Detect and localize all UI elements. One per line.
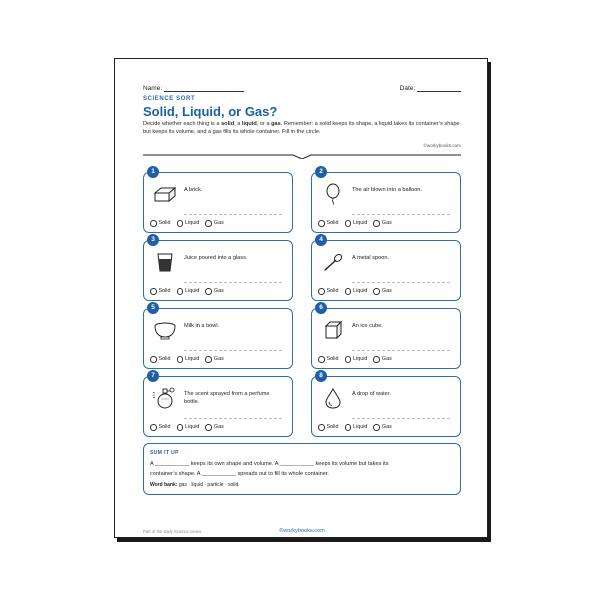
question-number: 3	[147, 234, 159, 246]
option-gas[interactable]	[205, 288, 223, 295]
option-label: Liquid	[185, 220, 200, 227]
option-label: Gas	[381, 220, 392, 227]
word-bank	[150, 482, 238, 488]
radio-circle[interactable]	[150, 424, 157, 431]
radio-circle[interactable]	[205, 288, 212, 295]
radio-circle[interactable]	[177, 424, 184, 431]
radio-circle[interactable]	[345, 220, 352, 227]
radio-circle[interactable]	[205, 220, 212, 227]
question-text: The scent sprayed from a perfume bottle.	[184, 391, 270, 405]
option-gas[interactable]	[205, 220, 223, 227]
option-label: Liquid	[185, 356, 200, 363]
glass-icon	[152, 251, 178, 273]
section-divider	[143, 151, 461, 159]
date-field[interactable]	[400, 85, 461, 92]
question-card-4	[311, 236, 461, 301]
question-number: 1	[147, 166, 159, 178]
radio-circle[interactable]	[177, 288, 184, 295]
option-label: Solid	[158, 220, 171, 227]
answer-line	[352, 282, 450, 283]
radio-circle[interactable]	[177, 356, 184, 363]
radio-circle[interactable]	[318, 220, 325, 227]
option-solid[interactable]	[318, 356, 339, 363]
question-text: A metal spoon.	[352, 255, 390, 261]
radio-circle[interactable]	[373, 288, 380, 295]
answer-options	[150, 356, 224, 363]
kicker: SCIENCE SORT	[143, 96, 196, 102]
question-text: An ice cube.	[352, 323, 383, 329]
answer-line	[352, 214, 450, 215]
option-liquid[interactable]	[177, 220, 200, 227]
option-solid[interactable]	[150, 288, 171, 295]
option-label: Liquid	[353, 288, 368, 295]
water-drop-icon	[320, 387, 346, 409]
spoon-icon	[320, 251, 346, 273]
option-label: Solid	[158, 288, 171, 295]
credit: ©workybooks.com	[423, 143, 461, 148]
radio-circle[interactable]	[318, 356, 325, 363]
sum-it-up-box	[143, 443, 461, 495]
answer-options	[150, 424, 224, 431]
date-line	[417, 85, 461, 92]
answer-line	[184, 282, 282, 283]
option-label: Solid	[326, 424, 339, 431]
option-liquid[interactable]	[345, 356, 368, 363]
answer-options	[318, 424, 392, 431]
question-card-1	[143, 168, 293, 233]
answer-line	[184, 214, 282, 215]
option-label: Solid	[158, 424, 171, 431]
question-card-5	[143, 304, 293, 369]
question-card-2	[311, 168, 461, 233]
option-liquid[interactable]	[345, 220, 368, 227]
intro-text: . Remember: a solid keeps its shape, a liquid takes its container’s shape but keeps its volume, and a gas fills its whole container. Fill in the circle.	[143, 121, 460, 136]
question-card-6	[311, 304, 461, 369]
option-label: Liquid	[185, 288, 200, 295]
option-solid[interactable]	[318, 220, 339, 227]
fill-in-text[interactable]	[150, 459, 454, 479]
option-label: Gas	[213, 288, 224, 295]
option-label: Liquid	[353, 220, 368, 227]
option-solid[interactable]	[150, 220, 171, 227]
answer-options	[318, 288, 392, 295]
answer-line	[184, 418, 282, 419]
word-bank-words: gas · liquid · particle · solid	[178, 482, 239, 488]
answer-line	[352, 350, 450, 351]
radio-circle[interactable]	[205, 424, 212, 431]
option-label: Solid	[326, 220, 339, 227]
radio-circle[interactable]	[150, 356, 157, 363]
footer-site-link[interactable]: ©workybooks.com	[279, 528, 325, 534]
question-card-3	[143, 236, 293, 301]
fill-in-line-2[interactable]: container’s shape. A ___________ spreads out to fill its whole container.	[150, 471, 329, 477]
option-liquid[interactable]	[177, 424, 200, 431]
balloon-icon	[320, 183, 346, 205]
option-label: Gas	[381, 356, 392, 363]
question-text: A drop of water.	[352, 391, 391, 397]
question-text: The air blown into a balloon.	[352, 187, 422, 193]
intro-text: Decide whether each thing is a	[143, 121, 222, 127]
brick-icon	[152, 183, 178, 205]
radio-circle[interactable]	[373, 424, 380, 431]
question-number: 8	[315, 370, 327, 382]
option-gas[interactable]	[373, 356, 391, 363]
question-card-8	[311, 372, 461, 437]
answer-line	[184, 350, 282, 351]
question-number: 6	[315, 302, 327, 314]
ice-cube-icon	[320, 319, 346, 341]
radio-circle[interactable]	[345, 288, 352, 295]
option-solid[interactable]	[150, 424, 171, 431]
intro-bold-liquid: liquid	[241, 121, 257, 127]
option-solid[interactable]	[318, 424, 339, 431]
radio-circle[interactable]	[318, 288, 325, 295]
option-label: Gas	[381, 288, 392, 295]
option-label: Liquid	[353, 424, 368, 431]
question-text: Juice poured into a glass.	[184, 255, 248, 261]
answer-options	[318, 220, 392, 227]
question-number: 4	[315, 234, 327, 246]
question-text: A brick.	[184, 187, 203, 193]
option-gas[interactable]	[373, 424, 391, 431]
intro-bold-solid: solid	[221, 121, 235, 127]
radio-circle[interactable]	[373, 220, 380, 227]
radio-circle[interactable]	[373, 356, 380, 363]
intro-bold-gas: gas	[271, 121, 281, 127]
intro-text: , or a	[256, 121, 272, 127]
option-label: Solid	[326, 288, 339, 295]
option-gas[interactable]	[205, 424, 223, 431]
radio-circle[interactable]	[205, 356, 212, 363]
date-label: Date:	[399, 85, 416, 92]
name-label: Name:	[143, 85, 163, 92]
option-gas[interactable]	[373, 288, 391, 295]
question-number: 7	[147, 370, 159, 382]
answer-options	[318, 356, 392, 363]
answer-options	[150, 220, 224, 227]
radio-circle[interactable]	[345, 424, 352, 431]
option-liquid[interactable]	[345, 424, 368, 431]
option-gas[interactable]	[373, 220, 391, 227]
question-text: Milk in a bowl.	[184, 323, 220, 329]
option-label: Liquid	[185, 424, 200, 431]
option-liquid[interactable]	[177, 288, 200, 295]
question-card-7	[143, 372, 293, 437]
option-label: Gas	[213, 220, 224, 227]
option-label: Solid	[326, 356, 339, 363]
instructions	[143, 120, 461, 136]
option-gas[interactable]	[205, 356, 223, 363]
option-liquid[interactable]	[177, 356, 200, 363]
fill-in-line-1[interactable]: A ___________ keeps its own shape and volume. A ___________ keeps its volume but takes its	[150, 461, 389, 467]
question-number: 2	[315, 166, 327, 178]
radio-circle[interactable]	[318, 424, 325, 431]
option-label: Liquid	[353, 356, 368, 363]
worksheet-page	[114, 58, 488, 538]
radio-circle[interactable]	[177, 220, 184, 227]
option-label: Gas	[381, 424, 392, 431]
sum-it-up-heading: SUM IT UP	[150, 450, 179, 456]
word-bank-label: Word bank:	[150, 482, 178, 488]
footer-series-note: Part of the Daily Science series	[143, 529, 202, 534]
option-label: Gas	[213, 356, 224, 363]
answer-options	[150, 288, 224, 295]
option-label: Gas	[213, 424, 224, 431]
intro-text: , a	[234, 121, 242, 127]
perfume-bottle-icon	[152, 387, 178, 409]
radio-circle[interactable]	[150, 288, 157, 295]
option-solid[interactable]	[150, 356, 171, 363]
name-line	[164, 85, 244, 92]
bowl-icon	[152, 319, 178, 341]
page-title: Solid, Liquid, or Gas?	[143, 104, 278, 119]
question-number: 5	[147, 302, 159, 314]
option-label: Solid	[158, 356, 171, 363]
answer-line	[352, 418, 450, 419]
radio-circle[interactable]	[150, 220, 157, 227]
radio-circle[interactable]	[345, 356, 352, 363]
name-field[interactable]	[143, 85, 244, 92]
option-liquid[interactable]	[345, 288, 368, 295]
option-solid[interactable]	[318, 288, 339, 295]
